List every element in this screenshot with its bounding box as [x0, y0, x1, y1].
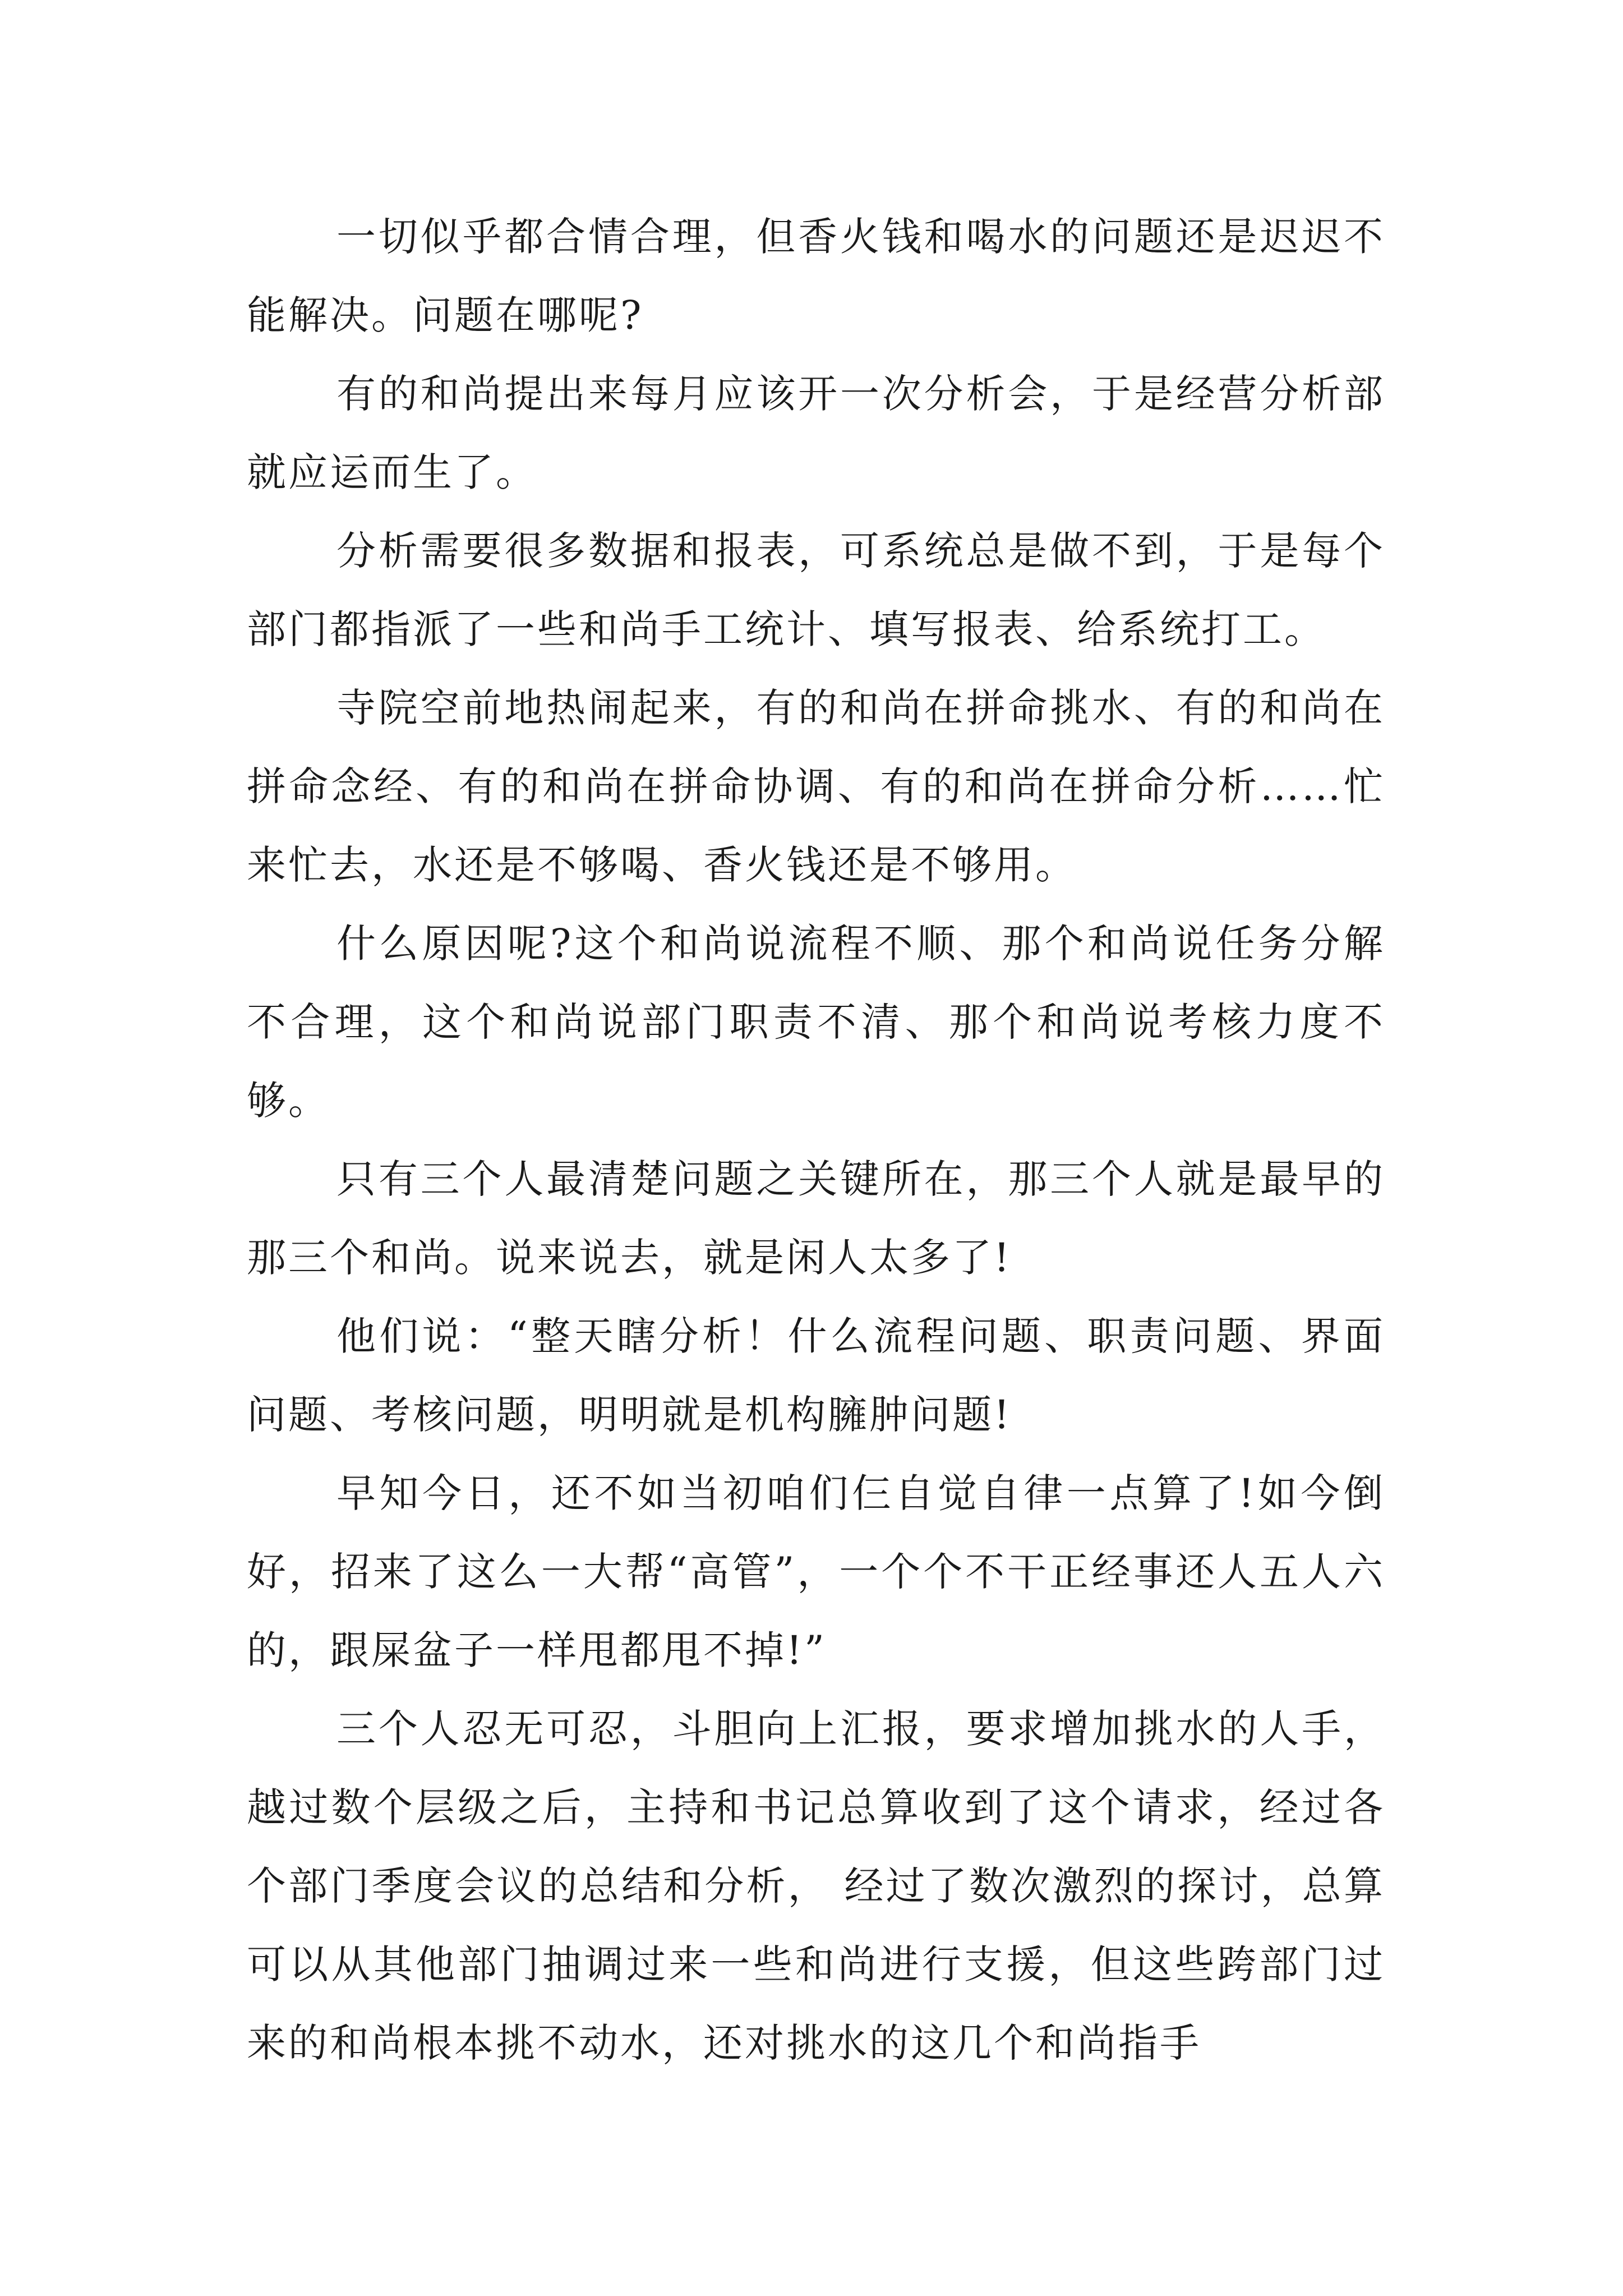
paragraph-7: 他们说：“整天瞎分析！什么流程问题、职责问题、界面问题、考核问题，明明就是机构臃肿问题! — [247, 1313, 1385, 1438]
paragraph-2: 有的和尚提出来每月应该开一次分析会，于是经营分析部就应运而生了。 — [247, 371, 1385, 495]
paragraph-4: 寺院空前地热闹起来，有的和尚在拼命挑水、有的和尚在拼命念经、有的和尚在拼命协调、有的和尚在拼命分析……忙来忙去，水还是不够喝、香火钱还是不够用。 — [247, 685, 1385, 888]
paragraph-3: 分析需要很多数据和报表，可系统总是做不到，于是每个部门都指派了一些和尚手工统计、填写报表、给系统打工。 — [247, 528, 1385, 652]
paragraph-1: 一切似乎都合情合理，但香火钱和喝水的问题还是迟迟不能解决。问题在哪呢? — [247, 214, 1385, 338]
paragraph-9: 三个人忍无可忍，斗胆向上汇报，要求增加挑水的人手，越过数个层级之后，主持和书记总算收到了这个请求，经过各个部门季度会议的总结和分析， 经过了数次激烈的探讨，总算可以从其他部门抽调过来一些和尚进行支援，但这些跨部门过来的和尚根本挑不动水，还对挑水的这几个和尚指手 — [247, 1706, 1385, 2066]
paragraph-6: 只有三个人最清楚问题之关键所在，那三个人就是最早的那三个和尚。说来说去，就是闲人太多了! — [247, 1156, 1385, 1281]
paragraph-8: 早知今日，还不如当初咱们仨自觉自律一点算了!如今倒好，招来了这么一大帮“高管”，一个个不干正经事还人五人六的，跟屎盆子一样甩都甩不掉!” — [247, 1470, 1385, 1673]
paragraph-5: 什么原因呢?这个和尚说流程不顺、那个和尚说任务分解不合理，这个和尚说部门职责不清、那个和尚说考核力度不够。 — [247, 921, 1385, 1124]
document-body — [247, 197, 1385, 2082]
